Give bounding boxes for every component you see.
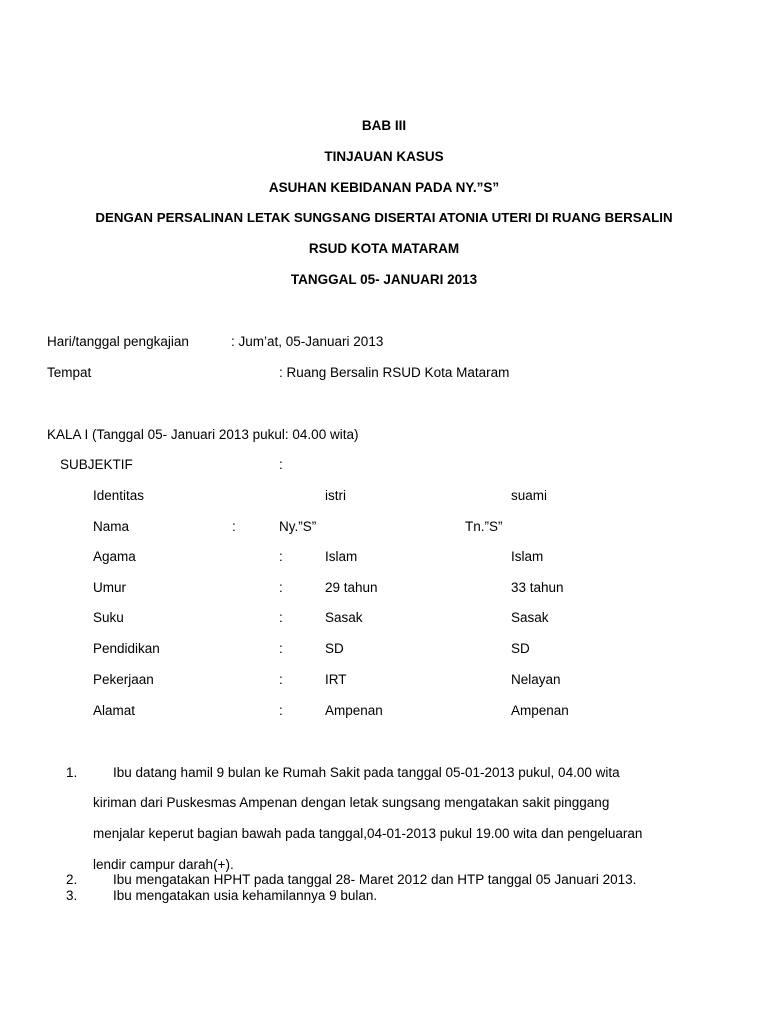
row-colon: : (279, 610, 283, 625)
row-husband: Ampenan (511, 703, 569, 718)
place-value: : Ruang Bersalin RSUD Kota Mataram (279, 365, 510, 380)
row-colon: : (279, 549, 283, 564)
row-label: Suku (93, 610, 124, 625)
row-wife: Ampenan (325, 703, 383, 718)
row-colon: : (279, 703, 283, 718)
chapter-heading: BAB III (361, 118, 407, 133)
list-number: 2. (66, 872, 78, 887)
row-husband: 33 tahun (511, 580, 564, 595)
row-husband: Islam (511, 549, 544, 564)
hospital-title: RSUD KOTA MATARAM (308, 241, 460, 256)
subjektif-label: SUBJEKTIF (60, 457, 133, 472)
row-wife: Islam (325, 549, 358, 564)
row-wife: 29 tahun (325, 580, 378, 595)
subjektif-colon: : (279, 457, 283, 472)
place-label: Tempat (47, 365, 92, 380)
assessment-date-value: : Jum’at, 05-Januari 2013 (231, 334, 384, 349)
list-line: Ibu mengatakan HPHT pada tanggal 28- Maret 2012 dan HTP tanggal 05 Januari 2013. (113, 872, 637, 887)
row-colon: : (279, 641, 283, 656)
list-line: Ibu datang hamil 9 bulan ke Rumah Sakit pada tanggal 05-01-2013 pukul, 04.00 wita (113, 765, 620, 780)
list-line: kiriman dari Puskesmas Ampenan dengan letak sungsang mengatakan sakit pinggang (93, 795, 610, 810)
section-title: TINJAUAN KASUS (324, 149, 444, 164)
identity-header-husband: suami (511, 488, 548, 503)
row-label: Nama (93, 519, 130, 534)
kala-heading: KALA I (Tanggal 05- Januari 2013 pukul: 04.00 wita) (47, 427, 359, 442)
row-label: Pekerjaan (93, 672, 154, 687)
list-line: menjalar keperut bagian bawah pada tanggal,04-01-2013 pukul 19.00 wita dan pengeluaran (93, 826, 643, 841)
row-wife: IRT (325, 672, 347, 687)
list-number: 1. (66, 765, 78, 780)
row-wife: Sasak (325, 610, 363, 625)
care-title: ASUHAN KEBIDANAN PADA NY.”S” (268, 180, 500, 195)
row-colon: : (279, 672, 283, 687)
list-line: lendir campur darah(+). (93, 857, 234, 872)
row-label: Agama (93, 549, 136, 564)
case-title: DENGAN PERSALINAN LETAK SUNGSANG DISERTAI ATONIA UTERI DI RUANG BERSALIN (95, 210, 673, 225)
row-wife: Ny.”S” (279, 519, 317, 534)
date-title: TANGGAL 05- JANUARI 2013 (290, 272, 478, 287)
identity-header-label: Identitas (93, 488, 145, 503)
list-line: Ibu mengatakan usia kehamilannya 9 bulan. (113, 888, 378, 903)
row-colon: : (279, 580, 283, 595)
identity-header-wife: istri (325, 488, 346, 503)
row-label: Pendidikan (93, 641, 160, 656)
row-colon: : (232, 519, 236, 534)
row-label: Alamat (93, 703, 136, 718)
row-husband: Nelayan (511, 672, 561, 687)
row-husband: Tn.”S” (465, 519, 503, 534)
row-husband: SD (511, 641, 530, 656)
row-label: Umur (93, 580, 126, 595)
assessment-date-label: Hari/tanggal pengkajian (47, 334, 189, 349)
list-number: 3. (66, 888, 78, 903)
row-wife: SD (325, 641, 344, 656)
row-husband: Sasak (511, 610, 549, 625)
